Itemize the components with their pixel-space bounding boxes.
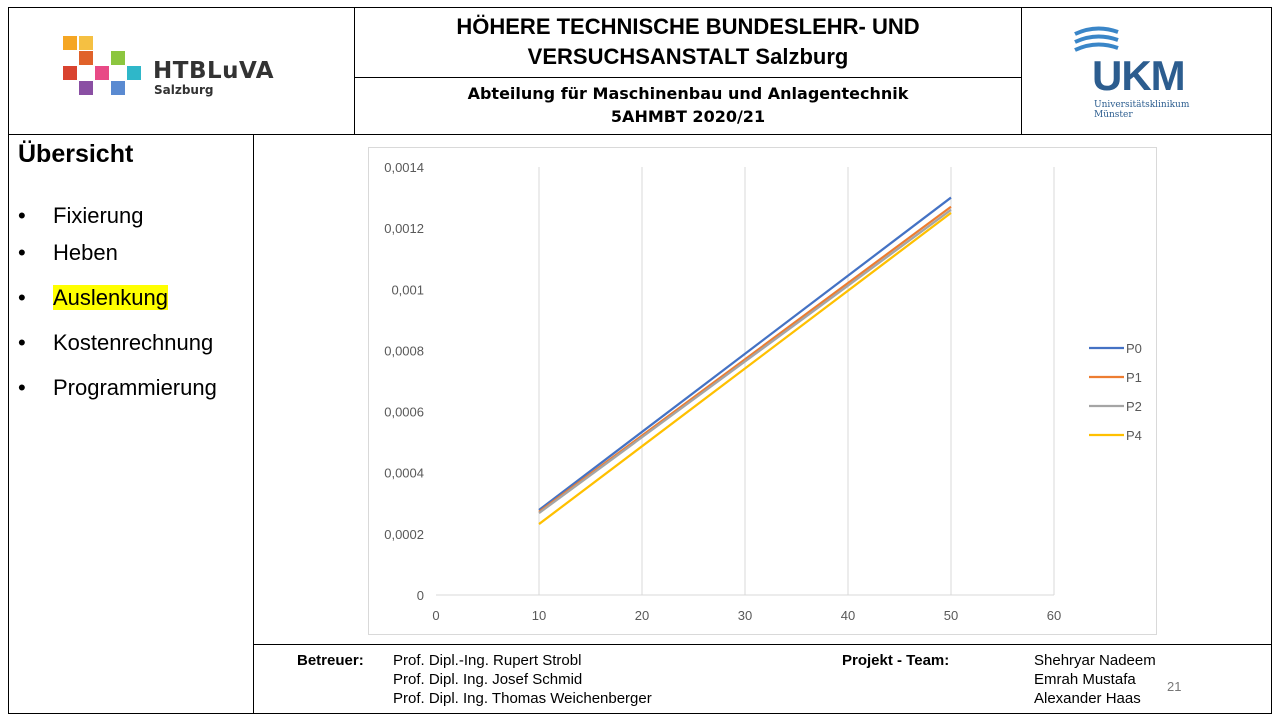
x-tick-label: 40	[840, 608, 856, 623]
team-member: Emrah Mustafa	[1034, 671, 1136, 688]
header-left-border	[8, 7, 9, 135]
logo-subtitle: Salzburg	[154, 83, 214, 97]
supervisor-name: Prof. Dipl. Ing. Thomas Weichenberger	[393, 690, 652, 707]
bullet-icon: •	[18, 375, 26, 400]
header-right-border	[1271, 7, 1272, 135]
sidebar-item-label: Kostenrechnung	[53, 330, 214, 355]
sidebar-item-label: Fixierung	[53, 203, 144, 228]
x-tick-label: 20	[634, 608, 650, 623]
logo-square	[79, 81, 93, 95]
ukm-subtitle-line2: Münster	[1094, 110, 1133, 120]
supervisor-name: Prof. Dipl. Ing. Josef Schmid	[393, 671, 583, 688]
class-year: 5AHMBT 2020/21	[610, 107, 766, 126]
x-tick-label: 0	[432, 608, 440, 623]
sidebar-item-kostenrechnung[interactable]	[18, 330, 213, 356]
logo-square	[79, 36, 93, 50]
sidebar-title: Übersicht	[18, 140, 134, 168]
logo-square	[127, 66, 141, 80]
y-tick-label: 0,001	[391, 282, 424, 298]
chart-area	[368, 147, 1157, 635]
logo-name: HTBLuVA	[153, 58, 275, 84]
sidebar-item-label: Heben	[53, 240, 118, 265]
x-tick-label: 50	[943, 608, 959, 623]
logo-square	[79, 51, 93, 65]
logo-square	[95, 66, 109, 80]
team-member: Shehryar Nadeem	[1034, 652, 1156, 669]
sidebar-item-programmierung[interactable]	[18, 375, 217, 401]
x-tick-label: 60	[1046, 608, 1062, 623]
bullet-icon: •	[18, 330, 26, 355]
sidebar-item-fixierung[interactable]	[18, 203, 143, 229]
y-tick-label: 0,0014	[384, 160, 424, 175]
ukm-name: UKM	[1092, 52, 1185, 99]
legend-label: P0	[1126, 341, 1142, 356]
footer-bottom-border	[8, 713, 1272, 714]
sidebar-item-label: Programmierung	[53, 375, 217, 400]
sidebar-item-auslenkung[interactable]	[18, 285, 168, 311]
legend-label: P1	[1126, 370, 1142, 385]
y-tick-label: 0	[416, 588, 424, 603]
sidebar-item-heben[interactable]	[18, 240, 118, 266]
supervisors-list	[393, 651, 652, 708]
bullet-icon: •	[18, 203, 26, 228]
body-right-border	[1271, 134, 1272, 714]
header-top-border	[8, 7, 1272, 8]
header-divider-2	[1021, 7, 1022, 135]
school-title: HÖHERE TECHNISCHE BUNDESLEHR- UND VERSUCHSANSTALT Salzburg	[456, 14, 920, 69]
logo-square	[111, 51, 125, 65]
legend-label: P2	[1126, 399, 1142, 414]
header-bottom-border	[8, 134, 1272, 135]
sidebar-item-label: Auslenkung	[53, 285, 168, 310]
header-middle-divider	[354, 77, 1022, 78]
team-label: Projekt - Team:	[842, 652, 950, 669]
y-tick-label: 0,0008	[384, 343, 424, 359]
y-tick-label: 0,0002	[384, 526, 424, 542]
logo-square	[63, 66, 77, 80]
bullet-icon: •	[18, 240, 26, 265]
y-tick-label: 0,0004	[384, 465, 424, 481]
x-tick-label: 10	[531, 608, 547, 623]
ukm-subtitle	[1094, 100, 1189, 120]
bullet-icon: •	[18, 285, 26, 310]
supervisors-label: Betreuer:	[297, 652, 364, 669]
supervisor-name: Prof. Dipl.-Ing. Rupert Strobl	[393, 652, 582, 669]
department-name: Abteilung für Maschinenbau und Anlagentechnik	[467, 84, 909, 103]
body-left-border	[8, 134, 9, 714]
ukm-subtitle-line1: Universitätsklinikum	[1094, 100, 1190, 110]
logo-square	[111, 81, 125, 95]
team-member: Alexander Haas	[1034, 690, 1141, 707]
department-info	[355, 82, 1021, 128]
team-list	[1034, 651, 1156, 708]
line-chart	[369, 148, 1156, 634]
x-tick-label: 30	[737, 608, 753, 623]
legend-label: P4	[1126, 428, 1142, 443]
footer-top-border	[253, 644, 1272, 645]
page-number: 21	[1167, 679, 1182, 694]
logo-square	[63, 36, 77, 50]
sidebar-divider	[253, 134, 254, 714]
y-tick-label: 0,0012	[384, 221, 424, 237]
y-tick-label: 0,0006	[384, 404, 424, 420]
